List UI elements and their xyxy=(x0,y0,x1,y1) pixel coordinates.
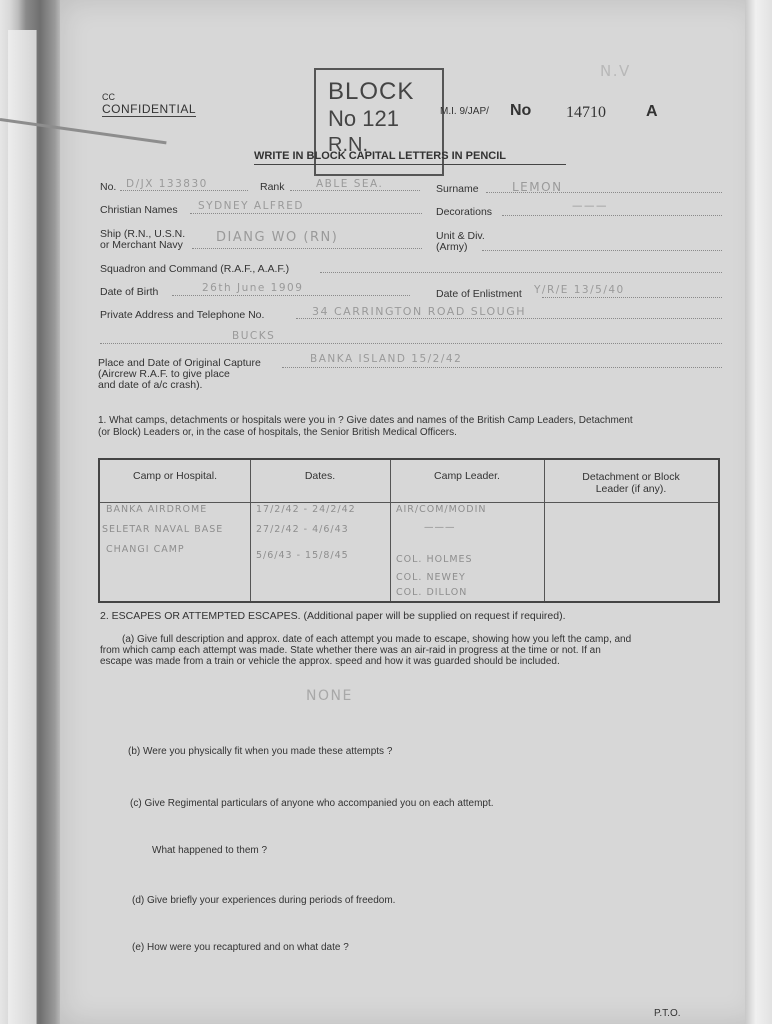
dob-value: 26th June 1909 xyxy=(202,282,304,294)
pencil-handmark: N.V xyxy=(600,62,631,80)
rank-value: ABLE SEA. xyxy=(316,178,384,190)
address-value-2: BUCKS xyxy=(232,330,276,342)
address-value-1: 34 CARRINGTON ROAD SLOUGH xyxy=(312,305,527,318)
dob-label: Date of Birth xyxy=(100,286,159,298)
camps-table xyxy=(98,458,720,603)
camp-2: SELETAR NAVAL BASE xyxy=(102,524,224,535)
stamp-rn: R.N. xyxy=(328,134,368,156)
question-2-title: 2. ESCAPES OR ATTEMPTED ESCAPES. (Additional paper will be supplied on request if required). xyxy=(100,610,566,622)
address-label: Private Address and Telephone No. xyxy=(100,309,265,321)
ship-label-1: Ship (R.N., U.S.N. xyxy=(100,228,186,240)
question-2a-line-2: from which camp each attempt was made. State whether there was an air-raid in progress at the time or not. If an xyxy=(100,645,601,656)
decorations-value: ——— xyxy=(572,200,608,212)
confidential-label: CONFIDENTIAL xyxy=(102,102,197,116)
confidential-prefix: CC xyxy=(102,92,115,102)
surname-value: LEMON xyxy=(512,180,563,194)
question-2c-followup: What happened to them ? xyxy=(152,845,268,856)
unit-label-2: (Army) xyxy=(436,241,468,253)
capture-value: BANKA ISLAND 15/2/42 xyxy=(310,353,463,365)
instruction-heading: WRITE IN BLOCK CAPITAL LETTERS IN PENCIL xyxy=(254,150,506,162)
ship-label-2: or Merchant Navy xyxy=(100,239,183,251)
header-detachment: Detachment or Block xyxy=(582,471,680,483)
dates-2: 27/2/42 - 4/6/43 xyxy=(256,524,349,535)
question-1-line-2: (or Block) Leaders or, in the case of hospitals, the Senior British Medical Officers. xyxy=(98,427,457,438)
instruction-underline xyxy=(254,164,566,165)
form-number: 14710 xyxy=(566,104,606,121)
header-camp-leader: Camp Leader. xyxy=(434,470,500,482)
christian-names-label: Christian Names xyxy=(100,204,178,216)
ship-value: DIANG WO (RN) xyxy=(216,230,339,245)
leader-2: ——— xyxy=(424,522,456,533)
leader-3: COL. HOLMES xyxy=(396,554,473,565)
decorations-label: Decorations xyxy=(436,206,493,218)
capture-label-2: (Aircrew R.A.F. to give place xyxy=(98,368,230,380)
header-dates: Dates. xyxy=(304,470,336,482)
number-label: No xyxy=(510,102,532,119)
rank-label: Rank xyxy=(260,181,285,193)
question-2c: (c) Give Regimental particulars of anyone who accompanied you on each attempt. xyxy=(130,798,494,809)
unit-label-1: Unit & Div. xyxy=(436,230,485,242)
dates-3: 5/6/43 - 15/8/45 xyxy=(256,550,349,561)
leader-4: COL. NEWEY xyxy=(396,572,466,583)
squadron-label: Squadron and Command (R.A.F., A.A.F.) xyxy=(100,263,290,275)
header-detachment-2: Leader (if any). xyxy=(595,483,667,495)
question-2b: (b) Were you physically fit when you made these attempts ? xyxy=(128,746,393,757)
christian-names-value: SYDNEY ALFRED xyxy=(198,200,304,212)
stamp-number: No 121 xyxy=(328,106,399,131)
binder-fold xyxy=(8,30,37,1024)
question-1-line-1: 1. What camps, detachments or hospitals were you in ? Give dates and names of the British Camp Leaders, Detachment xyxy=(98,415,633,426)
page-edge xyxy=(745,0,772,1024)
pto-label: P.T.O. xyxy=(654,1008,681,1019)
service-no-value: D/JX 133830 xyxy=(126,178,208,190)
leader-1: AIR/COM/MODIN xyxy=(396,504,487,515)
capture-label-1: Place and Date of Original Capture xyxy=(98,357,261,369)
dates-1: 17/2/42 - 24/2/42 xyxy=(256,504,356,515)
surname-label: Surname xyxy=(436,183,479,195)
camp-3: CHANGI CAMP xyxy=(106,544,185,555)
leader-5: COL. DILLON xyxy=(396,587,468,598)
capture-label-3: and date of a/c crash). xyxy=(98,379,203,391)
header-camp: Camp or Hospital. xyxy=(132,470,218,482)
camp-1: BANKA AIRDROME xyxy=(106,504,208,515)
question-2a-line-3: escape was made from a train or vehicle the approx. speed and how it was guarded should be included. xyxy=(100,656,560,667)
form-suffix: A xyxy=(646,103,658,120)
enlistment-label: Date of Enlistment xyxy=(436,288,522,300)
question-2e: (e) How were you recaptured and on what date ? xyxy=(132,942,349,953)
service-no-label: No. xyxy=(100,181,117,193)
escape-answer: NONE xyxy=(306,688,353,704)
question-2d: (d) Give briefly your experiences during periods of freedom. xyxy=(132,895,396,906)
question-2a-line-1: (a) Give full description and approx. date of each attempt you made to escape, showing how you left the camp, and xyxy=(122,634,632,645)
enlistment-value: Y/R/E 13/5/40 xyxy=(534,284,625,296)
form-reference: M.I. 9/JAP/ xyxy=(440,106,489,117)
stamp-block: BLOCK xyxy=(328,78,415,105)
